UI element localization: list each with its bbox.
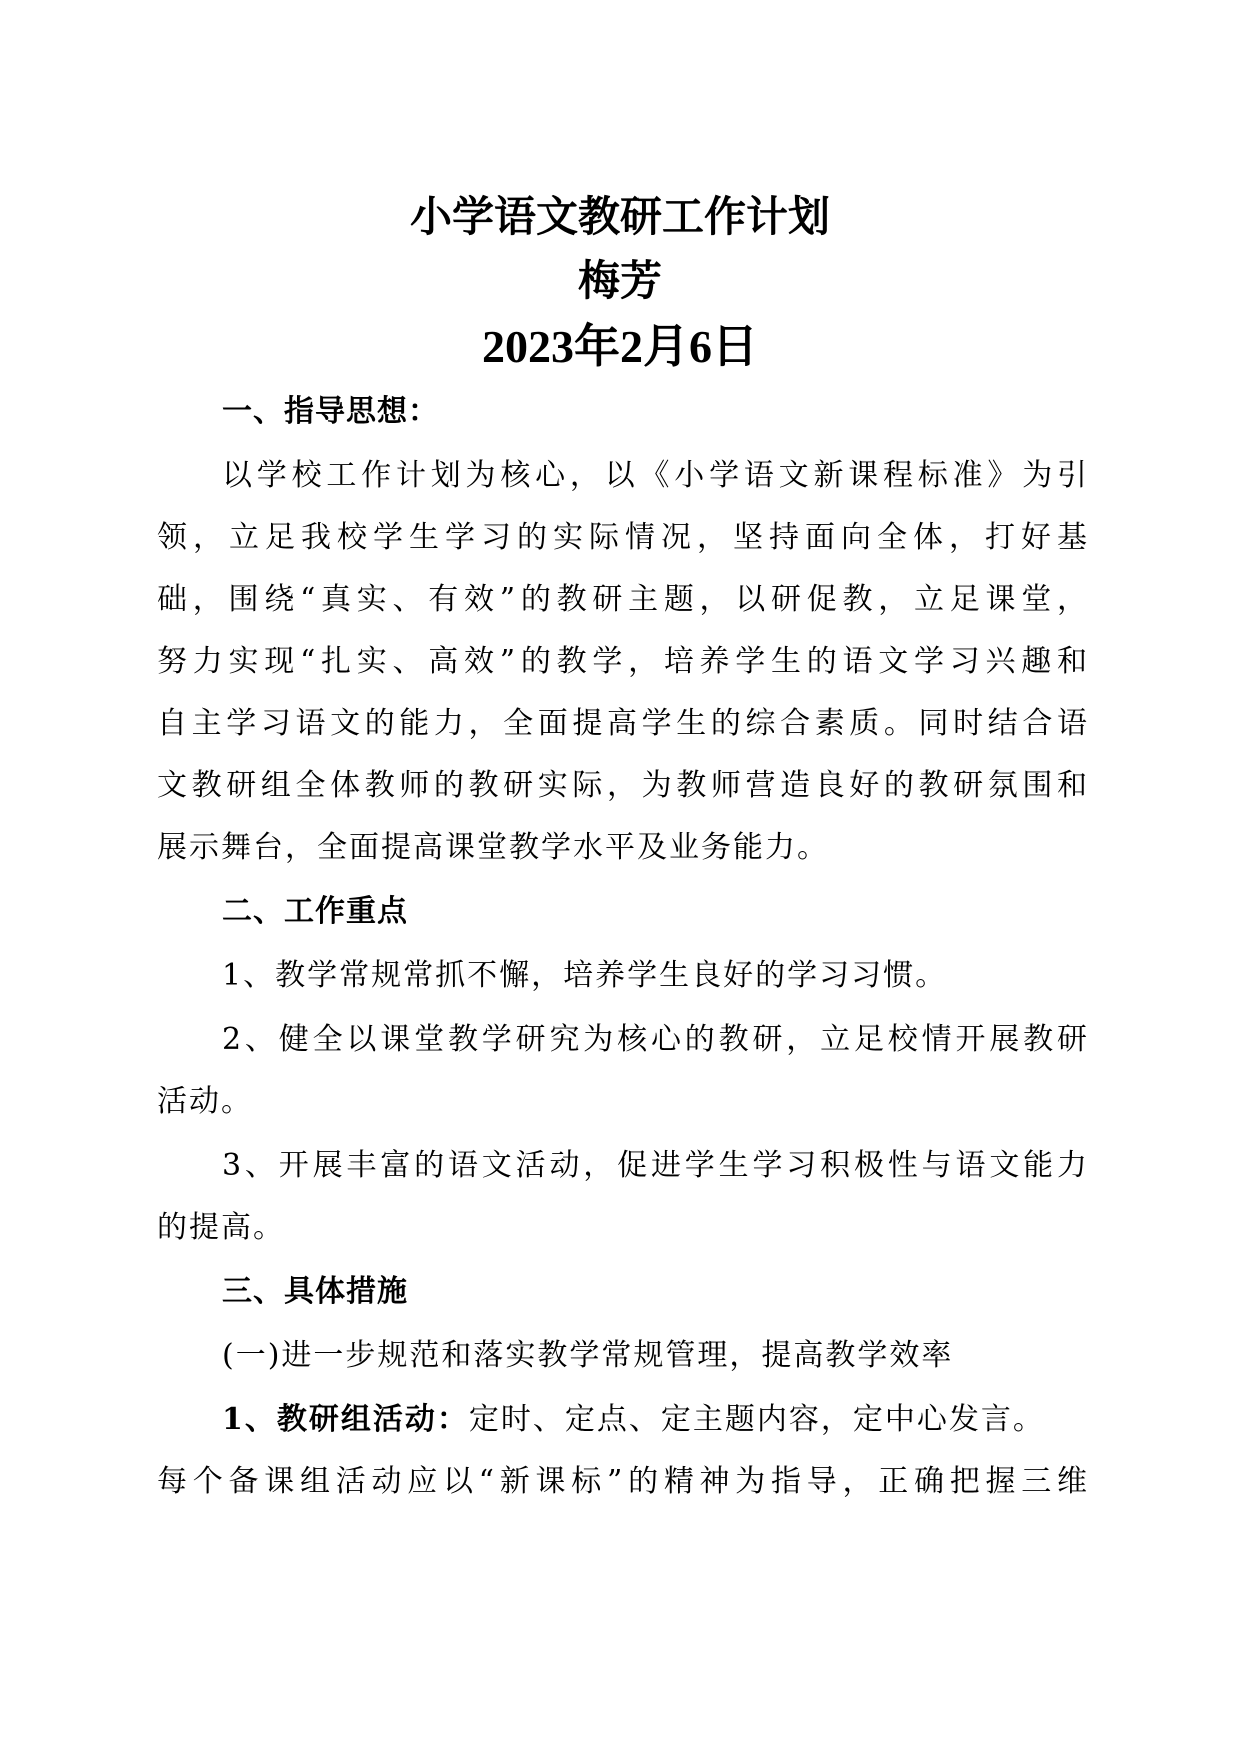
list-item: 2、健全以课堂教学研究为核心的教研，立足校情开展教研 (222, 1022, 1087, 1057)
paragraph-line: 努力实现“扎实、高效”的教学，培养学生的语文学习兴趣和 (157, 644, 1087, 679)
item-text: 定时、定点、定主题内容，定中心发言。 (468, 1402, 1045, 1437)
paragraph-line: 领，立足我校学生学习的实际情况，坚持面向全体，打好基 (157, 520, 1087, 555)
list-item: 3、开展丰富的语文活动，促进学生学习积极性与语文能力 (222, 1148, 1087, 1183)
list-item: 1、教学常规常抓不懈，培养学生良好的学习习惯。 (222, 958, 948, 993)
paragraph-line: 自主学习语文的能力，全面提高学生的综合素质。同时结合语 (157, 706, 1087, 741)
item-label: 1、教研组活动： (222, 1402, 469, 1437)
paragraph-line: 文教研组全体教师的教研实际，为教师营造良好的教研氛围和 (157, 768, 1087, 803)
paragraph-line: 展示舞台，全面提高课堂教学水平及业务能力。 (157, 830, 829, 865)
list-item (222, 1400, 1087, 1440)
list-item-continuation: 活动。 (157, 1084, 253, 1119)
section-heading-guiding-thought: 一、指导思想： (222, 394, 439, 429)
subsection-heading: (一)进一步规范和落实教学常规管理，提高教学效率 (222, 1338, 954, 1373)
section-heading-specific-measures: 三、具体措施 (222, 1274, 408, 1309)
section-heading-work-focus: 二、工作重点 (222, 894, 408, 929)
document-date: 2023年2月6日 (482, 321, 758, 372)
paragraph-line: 础，围绕“真实、有效”的教研主题，以研促教，立足课堂， (157, 582, 1087, 617)
list-item-continuation: 的提高。 (157, 1210, 285, 1245)
paragraph-line: 以学校工作计划为核心，以《小学语文新课程标准》为引 (222, 458, 1087, 493)
document-author: 梅芳 (577, 256, 662, 305)
paragraph-line: 每个备课组活动应以“新课标”的精神为指导，正确把握三维 (157, 1464, 1087, 1499)
document-title: 小学语文教研工作计划 (409, 192, 830, 241)
